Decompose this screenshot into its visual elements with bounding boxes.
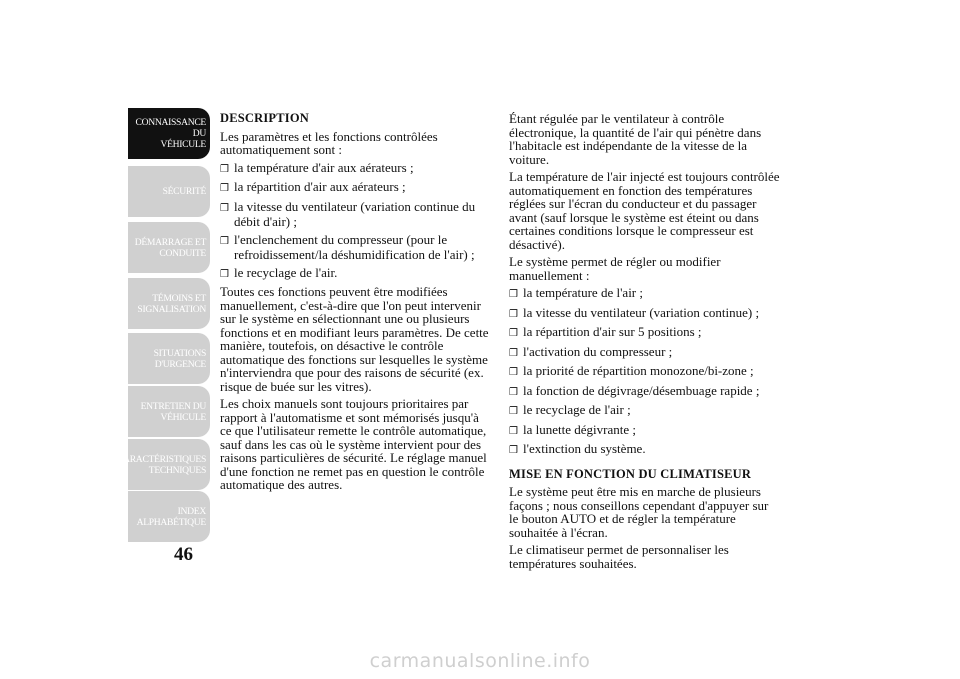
list-item bbox=[509, 286, 781, 302]
list-item-text: la lunette dégivrante ; bbox=[523, 421, 636, 437]
tab-entretien-du-vehicule[interactable]: ENTRETIEN DU VÉHICULE bbox=[128, 386, 210, 437]
checkbox-bullet-icon: ❒ bbox=[509, 406, 518, 417]
paragraph: Le système peut être mis en marche de plusieurs façons ; nous conseillons cependant d'appuyer sur le bouton AUTO et de régler la température souhaitée à l'écran. bbox=[509, 484, 769, 540]
tab-securite[interactable]: SÉCURITÉ bbox=[128, 166, 210, 217]
section-heading-mise-en-fonction: MISE EN FONCTION DU CLIMATISEUR bbox=[509, 466, 752, 481]
page-number: 46 bbox=[174, 544, 193, 565]
checkbox-bullet-icon: ❒ bbox=[220, 163, 229, 175]
list-item bbox=[509, 403, 781, 419]
list-item bbox=[220, 161, 492, 177]
checkbox-bullet-icon: ❒ bbox=[509, 445, 518, 456]
list-item-text: la vitesse du ventilateur (variation continue du débit d'air) ; bbox=[234, 198, 476, 229]
list-item bbox=[509, 345, 781, 361]
checkbox-bullet-icon: ❒ bbox=[220, 183, 229, 194]
list-item-text: l'activation du compresseur ; bbox=[523, 343, 673, 359]
list-item-text: la répartition d'air aux aérateurs ; bbox=[234, 179, 406, 194]
right-column bbox=[509, 112, 781, 574]
checkbox-bullet-icon: ❒ bbox=[509, 347, 518, 359]
list-item bbox=[509, 423, 781, 439]
tab-demarrage-et-conduite[interactable]: DÉMARRAGE ET CONDUITE bbox=[128, 222, 210, 273]
tab-index-alphabetique[interactable]: INDEX ALPHABÉTIQUE bbox=[128, 491, 210, 542]
paragraph: Le climatiseur permet de personnaliser les températures souhaitées. bbox=[509, 542, 729, 571]
list-item-text: l'extinction du système. bbox=[523, 441, 646, 456]
tab-caracteristiques-techniques[interactable]: CARACTÉRISTIQUES TECHNIQUES bbox=[128, 439, 210, 490]
paragraph: Étant régulée par le ventilateur à contrôle électronique, la quantité de l'air qui pénètre dans l'habitacle est indépendante de la vitesse de la voiture. bbox=[509, 111, 762, 167]
paragraph: La température de l'air injecté est toujours contrôlée automatiquement en fonction des températures réglées sur l'écran du conducteur et du passager avant (sauf lorsque le système est éteint ou dans certaines conditions lorsque le compresseur est désactivé). bbox=[509, 169, 780, 252]
paragraph: Toutes ces fonctions peuvent être modifiées manuellement, c'est-à-dire que l'on peut intervenir sur le système en sélectionnant une ou plusieurs fonctions et en modifiant leurs paramètres. De cette manière, toutefois, on désactive le contrôle automatique des fonctions sur lesquelles le système n'interviendra que pour des raisons de sécurité (ex. risque de buée sur les vitres). bbox=[220, 284, 489, 394]
tab-connaissance-du-vehicule[interactable]: CONNAISSANCE DU VÉHICULE bbox=[128, 108, 210, 159]
checkbox-bullet-icon: ❒ bbox=[220, 235, 229, 247]
checkbox-bullet-icon: ❒ bbox=[509, 328, 518, 339]
list-item bbox=[509, 442, 781, 458]
list-item-text: la priorité de répartition monozone/bi-zone ; bbox=[523, 363, 754, 378]
checkbox-bullet-icon: ❒ bbox=[509, 289, 518, 300]
paragraph: Le système permet de régler ou modifier manuellement : bbox=[509, 254, 721, 283]
list-item bbox=[509, 384, 781, 400]
list-item bbox=[220, 180, 492, 196]
tab-temoins-et-signalisation[interactable]: TÉMOINS ET SIGNALISATION bbox=[128, 278, 210, 329]
list-item-text: le recyclage de l'air. bbox=[234, 264, 338, 280]
list-item-text: la température de l'air ; bbox=[523, 285, 644, 300]
paragraph: Les paramètres et les fonctions contrôlées automatiquement sont : bbox=[220, 128, 438, 157]
list-item bbox=[220, 266, 492, 282]
list-item-text: l'enclenchement du compresseur (pour le refroidissement/la déshumidification de l'air) ; bbox=[234, 231, 475, 262]
list-item bbox=[220, 233, 492, 262]
list-item-text: la répartition d'air sur 5 positions ; bbox=[523, 324, 702, 339]
checkbox-bullet-icon: ❒ bbox=[509, 425, 518, 437]
left-column bbox=[220, 112, 492, 496]
list-item-text: le recyclage de l'air ; bbox=[523, 402, 631, 417]
list-item bbox=[509, 364, 781, 380]
list-item bbox=[509, 325, 781, 341]
checkbox-bullet-icon: ❒ bbox=[220, 268, 229, 280]
list-item bbox=[509, 306, 781, 322]
section-heading-description: DESCRIPTION bbox=[220, 111, 310, 125]
tab-situations-d-urgence[interactable]: SITUATIONS D'URGENCE bbox=[128, 333, 210, 384]
watermark: carmanualsonline.info bbox=[369, 650, 591, 672]
checkbox-bullet-icon: ❒ bbox=[509, 308, 518, 320]
checkbox-bullet-icon: ❒ bbox=[509, 367, 518, 378]
list-item-text: la fonction de dégivrage/désembuage rapide ; bbox=[523, 382, 760, 398]
list-item-text: la vitesse du ventilateur (variation continue) ; bbox=[523, 304, 760, 320]
list-item bbox=[220, 200, 492, 229]
paragraph: Les choix manuels sont toujours prioritaires par rapport à l'automatisme et sont mémorisés jusqu'à ce que l'utilisateur remette le contrôle automatique, sauf dans les cas où le système intervient pour des raisons particulières de sécurité. Le réglage manuel d'une fonction ne remet pas en question le contrôle automatique des autres. bbox=[220, 396, 487, 492]
checkbox-bullet-icon: ❒ bbox=[509, 386, 518, 398]
checkbox-bullet-icon: ❒ bbox=[220, 202, 229, 214]
list-item-text: la température d'air aux aérateurs ; bbox=[234, 159, 414, 175]
section-sidebar bbox=[116, 108, 210, 540]
